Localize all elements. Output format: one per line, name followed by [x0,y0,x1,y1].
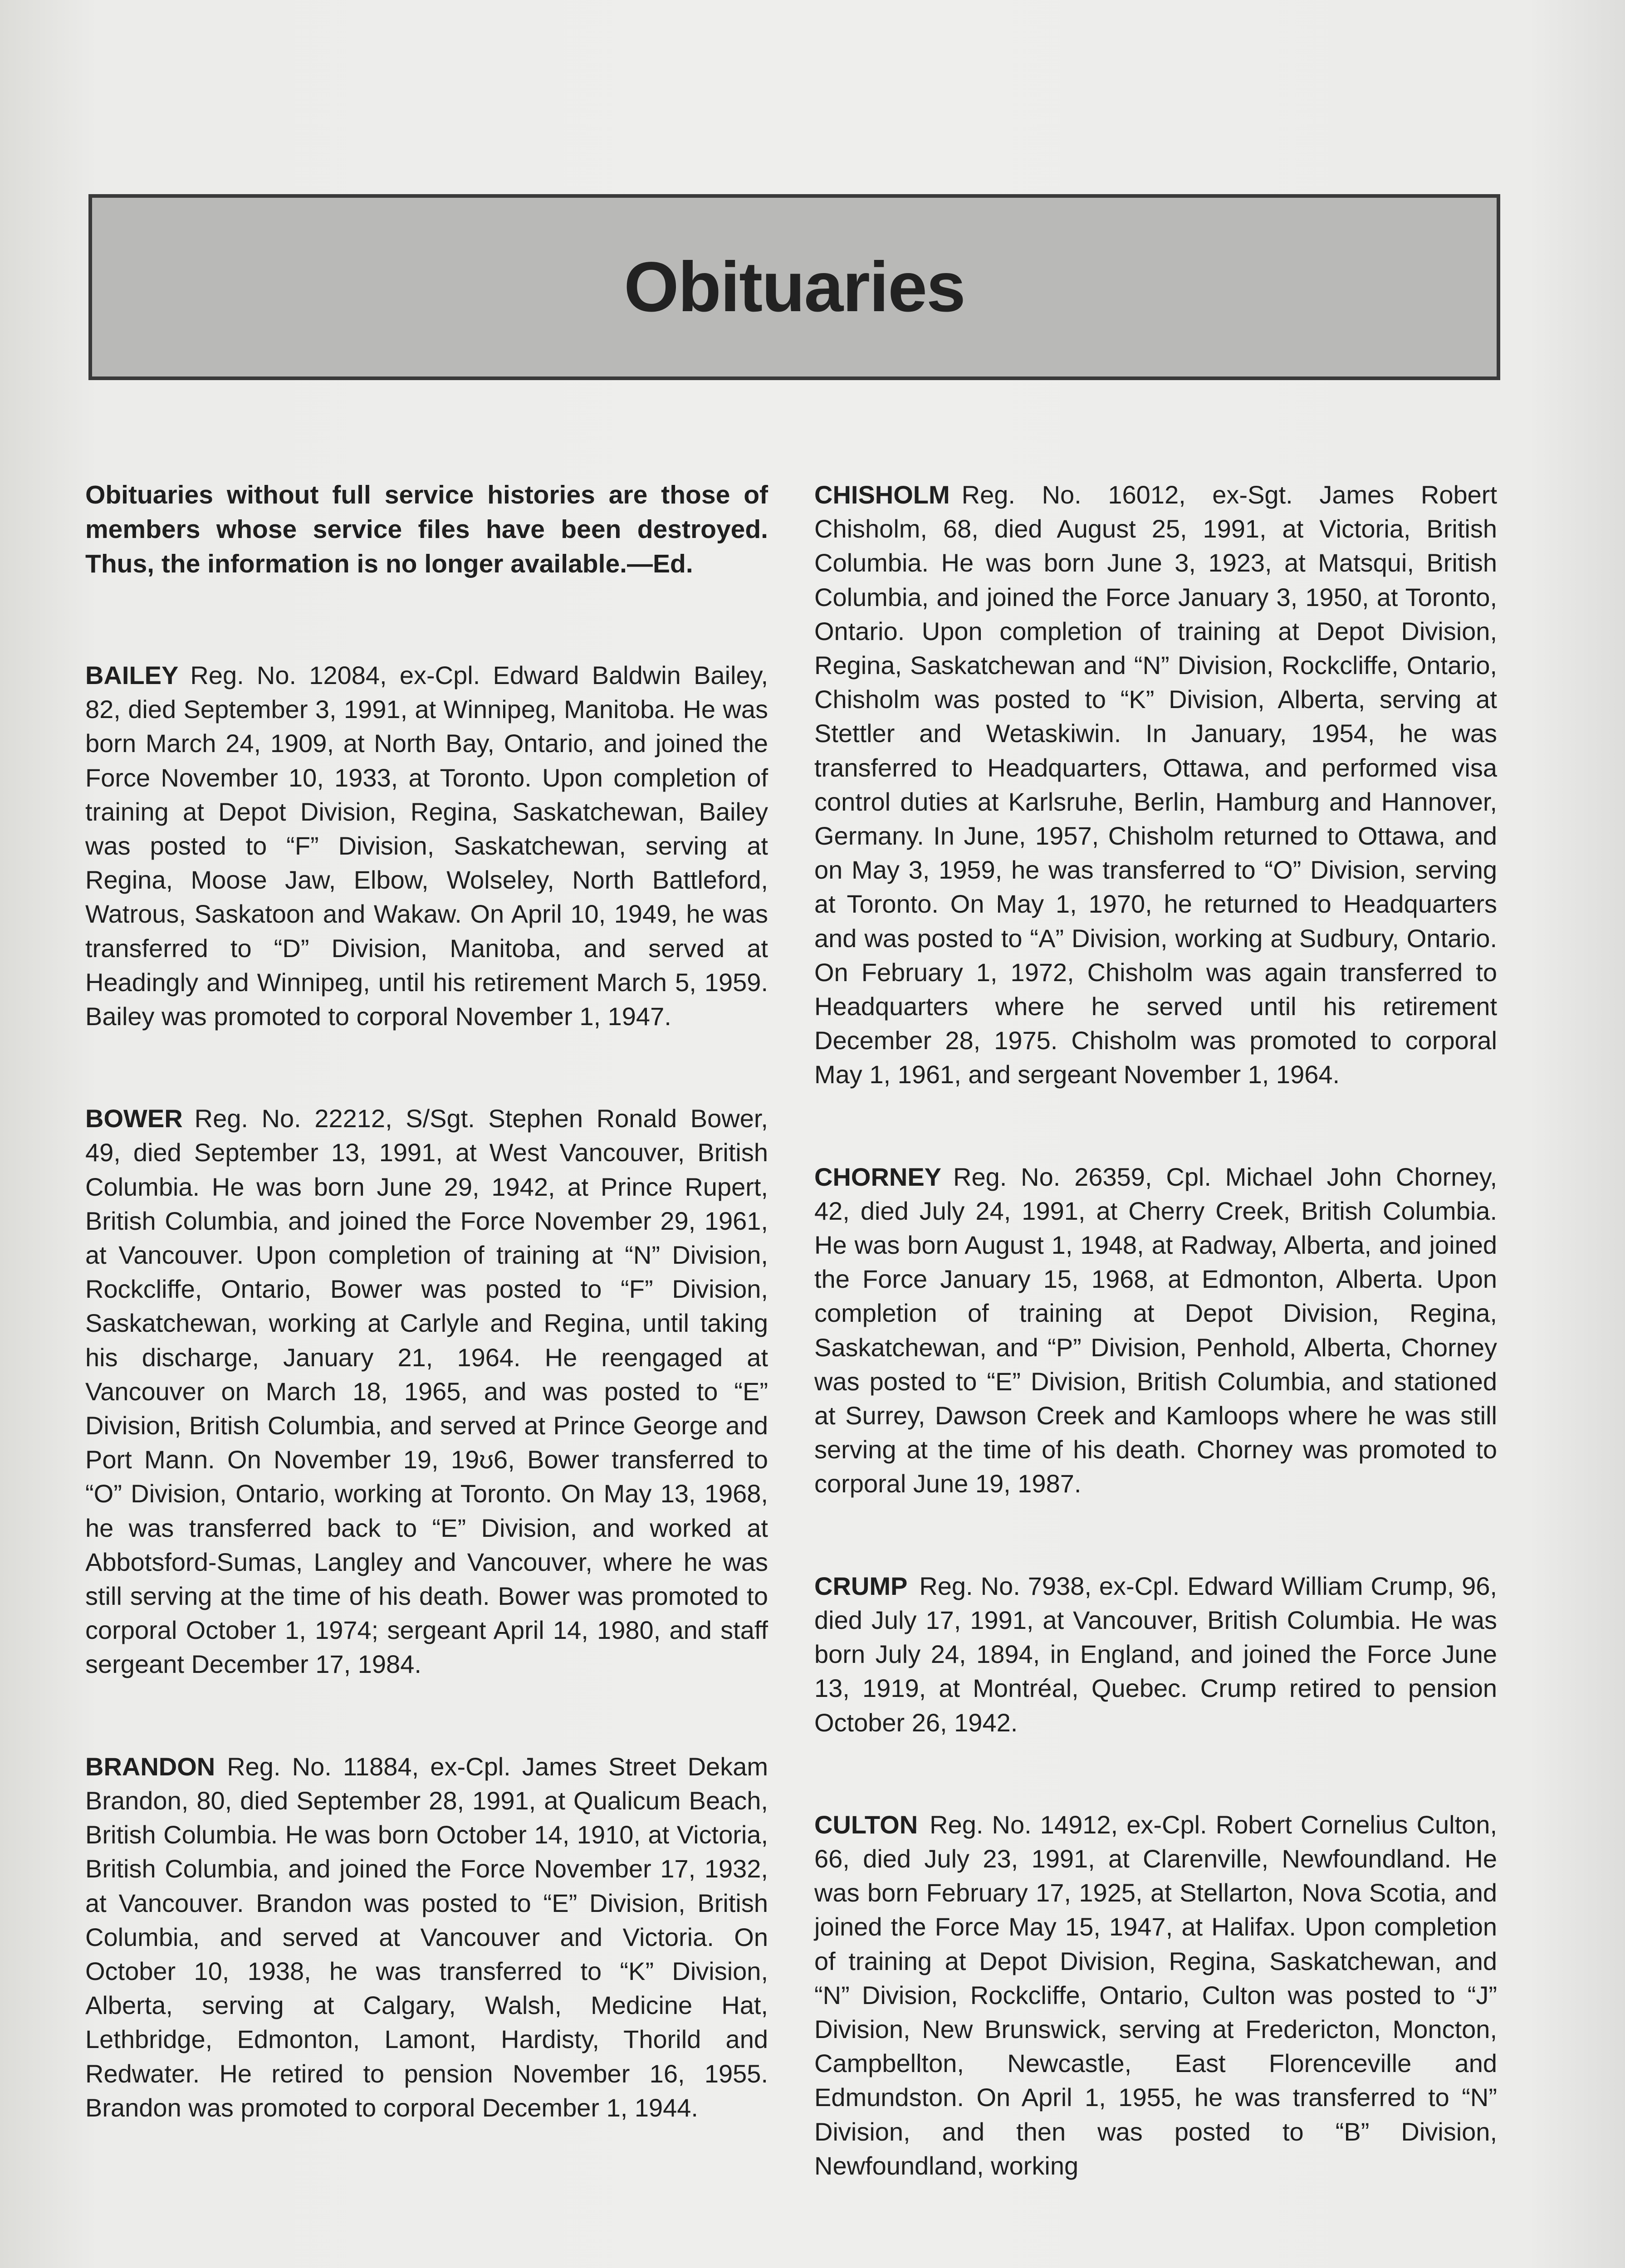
page-title: Obituaries [624,247,965,327]
obituary-entry [85,1101,768,1681]
obituary-name: CHORNEY [814,1162,942,1191]
obituary-text: Reg. No. 16012, ex-Sgt. James Robert Chisholm, 68, died August 25, 1991, at Victoria, British Columbia. He was born June 3, 1923, at Matsqui, British Columbia, and joined the Force January 3, 1950, at Toronto, Ontario. Upon completion of training at Depot Division, Regina, Saskatchewan and “N” Division, Rockcliffe, Ontario, Chisholm was posted to “K” Division, Alberta, serving at Stettler and Wetaskiwin. In January, 1954, he was transferred to Headquarters, Ottawa, and performed visa control duties at Karlsruhe, Berlin, Hamburg and Hannover, Germany. In June, 1957, Chisholm returned to Ottawa, and on May 3, 1959, he was transferred to “O” Division, serving at Toronto. On May 1, 1970, he returned to Headquarters and was posted to “A” Division, working at Sudbury, Ontario. On February 1, 1972, Chisholm was again transferred to Headquarters where he served until his retirement December 28, 1975. Chisholm was promoted to corporal May 1, 1961, and sergeant November 1, 1964. [814,480,1497,1089]
left-column [85,478,768,2125]
obituary-text: Reg. No. 12084, ex-Cpl. Edward Baldwin Bailey, 82, died September 3, 1991, at Winnipeg, Manitoba. He was born March 24, 1909, at North Bay, Ontario, and joined the Force November 10, 1933, at Toronto. Upon completion of training at Depot Division, Regina, Saskatchewan, Bailey was posted to “F” Division, Saskatchewan, serving at Regina, Moose Jaw, Elbow, Wolseley, North Battleford, Watrous, Saskatoon and Wakaw. On April 10, 1949, he was transferred to “D” Division, Manitoba, and served at Headingly and Winnipeg, until his retirement March 5, 1959. Bailey was promoted to corporal November 1, 1947. [85,661,768,1031]
obituary-name: BOWER [85,1104,183,1133]
obituary-entry [814,478,1497,1092]
title-banner [88,194,1500,380]
obituary-entry [85,658,768,1033]
obituary-text: Reg. No. 22212, S/Sgt. Stephen Ronald Bower, 49, died September 13, 1991, at West Vancouver, British Columbia. He was born June 29, 1942, at Prince Rupert, British Columbia, and joined the Force November 29, 1961, at Vancouver. Upon completion of training at “N” Division, Rockcliffe, Ontario, Bower was posted to “F” Division, Saskatchewan, working at Carlyle and Regina, until taking his discharge, January 21, 1964. He reengaged at Vancouver on March 18, 1965, and was posted to “E” Division, British Columbia, and served at Prince George and Port Mann. On November 19, 19ʊ6, Bower transferred to “O” Division, Ontario, working at Toronto. On May 13, 1968, he was transferred back to “E” Division, and worked at Abbotsford-Sumas, Langley and Vancouver, where he was still serving at the time of his death. Bower was promoted to corporal October 1, 1974; sergeant April 14, 1980, and staff sergeant December 17, 1984. [85,1104,768,1679]
obituary-entry [814,1808,1497,2183]
obituary-text: Reg. No. 26359, Cpl. Michael John Chorney, 42, died July 24, 1991, at Cherry Creek, British Columbia. He was born August 1, 1948, at Radway, Alberta, and joined the Force January 15, 1968, at Edmonton, Alberta. Upon completion of training at Depot Division, Regina, Saskatchewan, and “P” Division, Penhold, Alberta, Chorney was posted to “E” Division, British Columbia, and stationed at Surrey, Dawson Creek and Kamloops where he was still serving at the time of his death. Chorney was promoted to corporal June 19, 1987. [814,1162,1497,1498]
obituary-entry [814,1160,1497,1501]
obituary-name: BAILEY [85,661,179,689]
obituary-name: CULTON [814,1810,918,1839]
intro-note: Obituaries without full service histories are those of members whose service files have been destroyed. Thus, the information is no longer available.—Ed. [85,480,768,578]
obituary-text: Reg. No. 14912, ex-Cpl. Robert Cornelius Culton, 66, died July 23, 1991, at Clarenville, Newfoundland. He was born February 17, 1925, at Stellarton, Nova Scotia, and joined the Force May 15, 1947, at Halifax. Upon completion of training at Depot Division, Regina, Saskatchewan, and “N” Division, Rockcliffe, Ontario, Culton was posted to “J” Division, New Brunswick, serving at Fredericton, Moncton, Campbellton, Newcastle, East Florenceville and Edmundston. On April 1, 1955, he was transferred to “N” Division, and then was posted to “B” Division, Newfoundland, working [814,1810,1497,2180]
right-column [814,478,1497,2183]
obituary-name: CRUMP [814,1571,908,1600]
obituary-name: CHISHOLM [814,480,950,509]
obituary-name: BRANDON [85,1752,215,1781]
obituary-entry [85,1750,768,2125]
obituary-text: Reg. No. 7938, ex-Cpl. Edward William Crump, 96, died July 17, 1991, at Vancouver, British Columbia. He was born July 24, 1894, in England, and joined the Force June 13, 1919, at Montréal, Quebec. Crump retired to pension October 26, 1942. [814,1571,1497,1737]
obituary-text: Reg. No. 11884, ex-Cpl. James Street Dekam Brandon, 80, died September 28, 1991, at Qualicum Beach, British Columbia. He was born October 14, 1910, at Victoria, British Columbia, and joined the Force November 17, 1932, at Vancouver. Brandon was posted to “E” Division, British Columbia, and served at Vancouver and Victoria. On October 10, 1938, he was transferred to “K” Division, Alberta, serving at Calgary, Walsh, Medicine Hat, Lethbridge, Edmonton, Lamont, Hardisty, Thorild and Redwater. He retired to pension November 16, 1955. Brandon was promoted to corporal December 1, 1944. [85,1752,768,2122]
obituary-entry [814,1569,1497,1740]
